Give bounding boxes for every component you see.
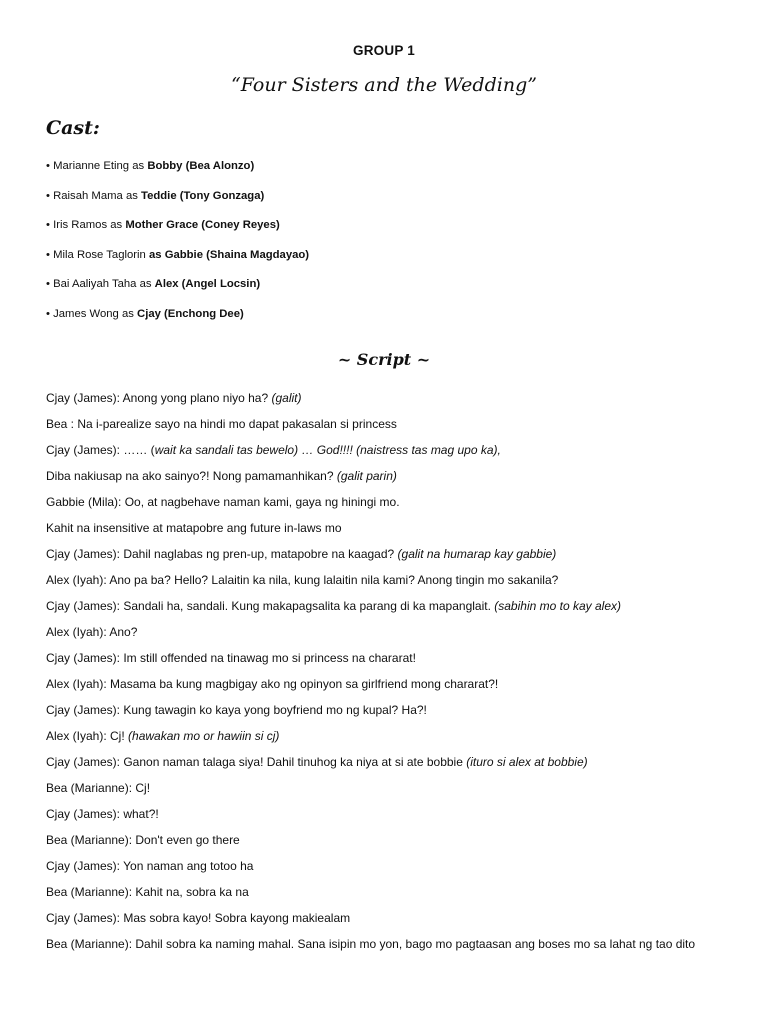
stage-direction: (ituro si alex at bobbie) xyxy=(466,755,588,769)
script-line xyxy=(46,442,726,468)
bullet: • xyxy=(46,219,50,232)
script-line xyxy=(46,598,726,624)
role-name: Mother Grace (Coney Reyes) xyxy=(125,219,280,232)
line-text: Bea (Marianne): Don't even go there xyxy=(46,833,240,847)
actor-name: James Wong xyxy=(53,307,119,320)
role-name: Bobby (Bea Alonzo) xyxy=(147,160,255,172)
role-name: Alex (Angel Locsin) xyxy=(154,278,261,291)
script-line xyxy=(46,702,726,728)
cast-heading: Cast: xyxy=(46,117,100,139)
script-lines xyxy=(46,390,726,952)
line-after: ) … God!!!! (naistress tas mag upo ka), xyxy=(294,443,501,457)
actor-name: Marianne Eting xyxy=(53,160,130,172)
bullet: • xyxy=(46,248,50,261)
stage-direction: (hawakan mo or hawiin si cj) xyxy=(128,729,280,743)
actor-name: Bai Aaliyah Taha xyxy=(53,278,137,291)
script-line xyxy=(46,858,726,884)
line-text: Cjay (James): Ganon naman talaga siya! Dahil tinuhog ka niya at si ate bobbie xyxy=(46,755,467,769)
as-word: as xyxy=(125,189,138,202)
script-line xyxy=(46,494,726,520)
line-text: Cjay (James): …… ( xyxy=(46,443,155,457)
stage-direction: (galit na humarap kay gabbie) xyxy=(397,547,557,561)
script-line xyxy=(46,832,726,858)
script-line xyxy=(46,676,726,702)
cast-item xyxy=(46,158,309,188)
bullet: • xyxy=(46,160,50,172)
line-text: Cjay (James): what?! xyxy=(46,807,159,821)
line-text: Alex (Iyah): Cj! xyxy=(46,729,129,743)
line-text: Bea (Marianne): Cj! xyxy=(46,781,151,795)
script-line xyxy=(46,468,726,494)
script-line xyxy=(46,728,726,754)
line-text: Kahit na insensitive at matapobre ang future in-laws mo xyxy=(46,521,342,535)
line-text: Cjay (James): Dahil naglabas ng pren-up, matapobre na kaagad? xyxy=(46,547,398,561)
cast-list xyxy=(46,158,309,336)
script-line xyxy=(46,806,726,832)
cast-item xyxy=(46,217,309,247)
stage-direction: (sabihin mo to kay alex) xyxy=(494,599,621,613)
script-line xyxy=(46,390,726,416)
actor-name: Raisah Mama xyxy=(53,189,123,202)
bullet: • xyxy=(46,278,50,291)
script-line xyxy=(46,520,726,546)
line-text: Alex (Iyah): Ano pa ba? Hello? Lalaitin ka nila, kung lalaitin nila kami? Anong tingin mo sakanila? xyxy=(46,573,559,587)
script-heading: ~ Script ~ xyxy=(337,350,431,369)
line-text: Bea : Na i-parealize sayo na hindi mo dapat pakasalan si princess xyxy=(46,417,397,431)
play-title: “Four Sisters and the Wedding” xyxy=(231,74,537,96)
line-text: Cjay (James): Anong yong plano niyo ha? xyxy=(46,391,272,405)
script-line xyxy=(46,936,726,952)
line-text: Cjay (James): Yon naman ang totoo ha xyxy=(46,859,254,873)
cast-item xyxy=(46,247,309,277)
actor-name: Iris Ramos xyxy=(53,219,108,232)
as-word: as xyxy=(132,160,145,172)
line-text: Bea (Marianne): Kahit na, sobra ka na xyxy=(46,885,249,899)
line-text: Alex (Iyah): Ano? xyxy=(46,625,138,639)
role-name: Cjay (Enchong Dee) xyxy=(137,307,244,320)
script-line xyxy=(46,546,726,572)
script-line xyxy=(46,910,726,936)
line-text: Bea (Marianne): Dahil sobra ka naming mahal. Sana isipin mo yon, bago mo pagtaasan ang boses mo sa lahat ng tao dito xyxy=(46,937,696,951)
script-line xyxy=(46,624,726,650)
group-title: GROUP 1 xyxy=(353,43,415,58)
stage-direction: wait ka sandali tas bewelo xyxy=(154,443,295,457)
line-text: Gabbie (Mila): Oo, at nagbehave naman kami, gaya ng hiningi mo. xyxy=(46,495,400,509)
as-word: as xyxy=(110,219,123,232)
script-line xyxy=(46,416,726,442)
script-line xyxy=(46,650,726,676)
line-text: Cjay (James): Mas sobra kayo! Sobra kayong makiealam xyxy=(46,911,351,925)
as-word: as xyxy=(121,307,134,320)
cast-item xyxy=(46,188,309,218)
line-text: Cjay (James): Sandali ha, sandali. Kung makapagsalita ka parang di ka mapanglait. xyxy=(46,599,495,613)
role-name: as Gabbie (Shaina Magdayao) xyxy=(148,248,310,261)
line-text: Cjay (James): Im still offended na tinawag mo si princess na chararat! xyxy=(46,651,416,665)
stage-direction: (galit) xyxy=(271,391,302,405)
line-text: Cjay (James): Kung tawagin ko kaya yong boyfriend mo ng kupal? Ha?! xyxy=(46,703,427,717)
script-line xyxy=(46,572,726,598)
line-text: Diba nakiusap na ako sainyo?! Nong pamamanhikan? xyxy=(46,469,337,483)
as-word: as xyxy=(139,278,152,291)
role-name: Teddie (Tony Gonzaga) xyxy=(141,189,265,202)
cast-item xyxy=(46,306,309,336)
cast-item xyxy=(46,276,309,306)
stage-direction: (galit parin) xyxy=(336,469,397,483)
script-line xyxy=(46,754,726,780)
bullet: • xyxy=(46,189,50,202)
actor-name: Mila Rose Taglorin xyxy=(53,248,146,261)
script-line xyxy=(46,884,726,910)
bullet: • xyxy=(46,307,50,320)
script-line xyxy=(46,780,726,806)
line-text: Alex (Iyah): Masama ba kung magbigay ako ng opinyon sa girlfriend mong chararat?! xyxy=(46,677,499,691)
